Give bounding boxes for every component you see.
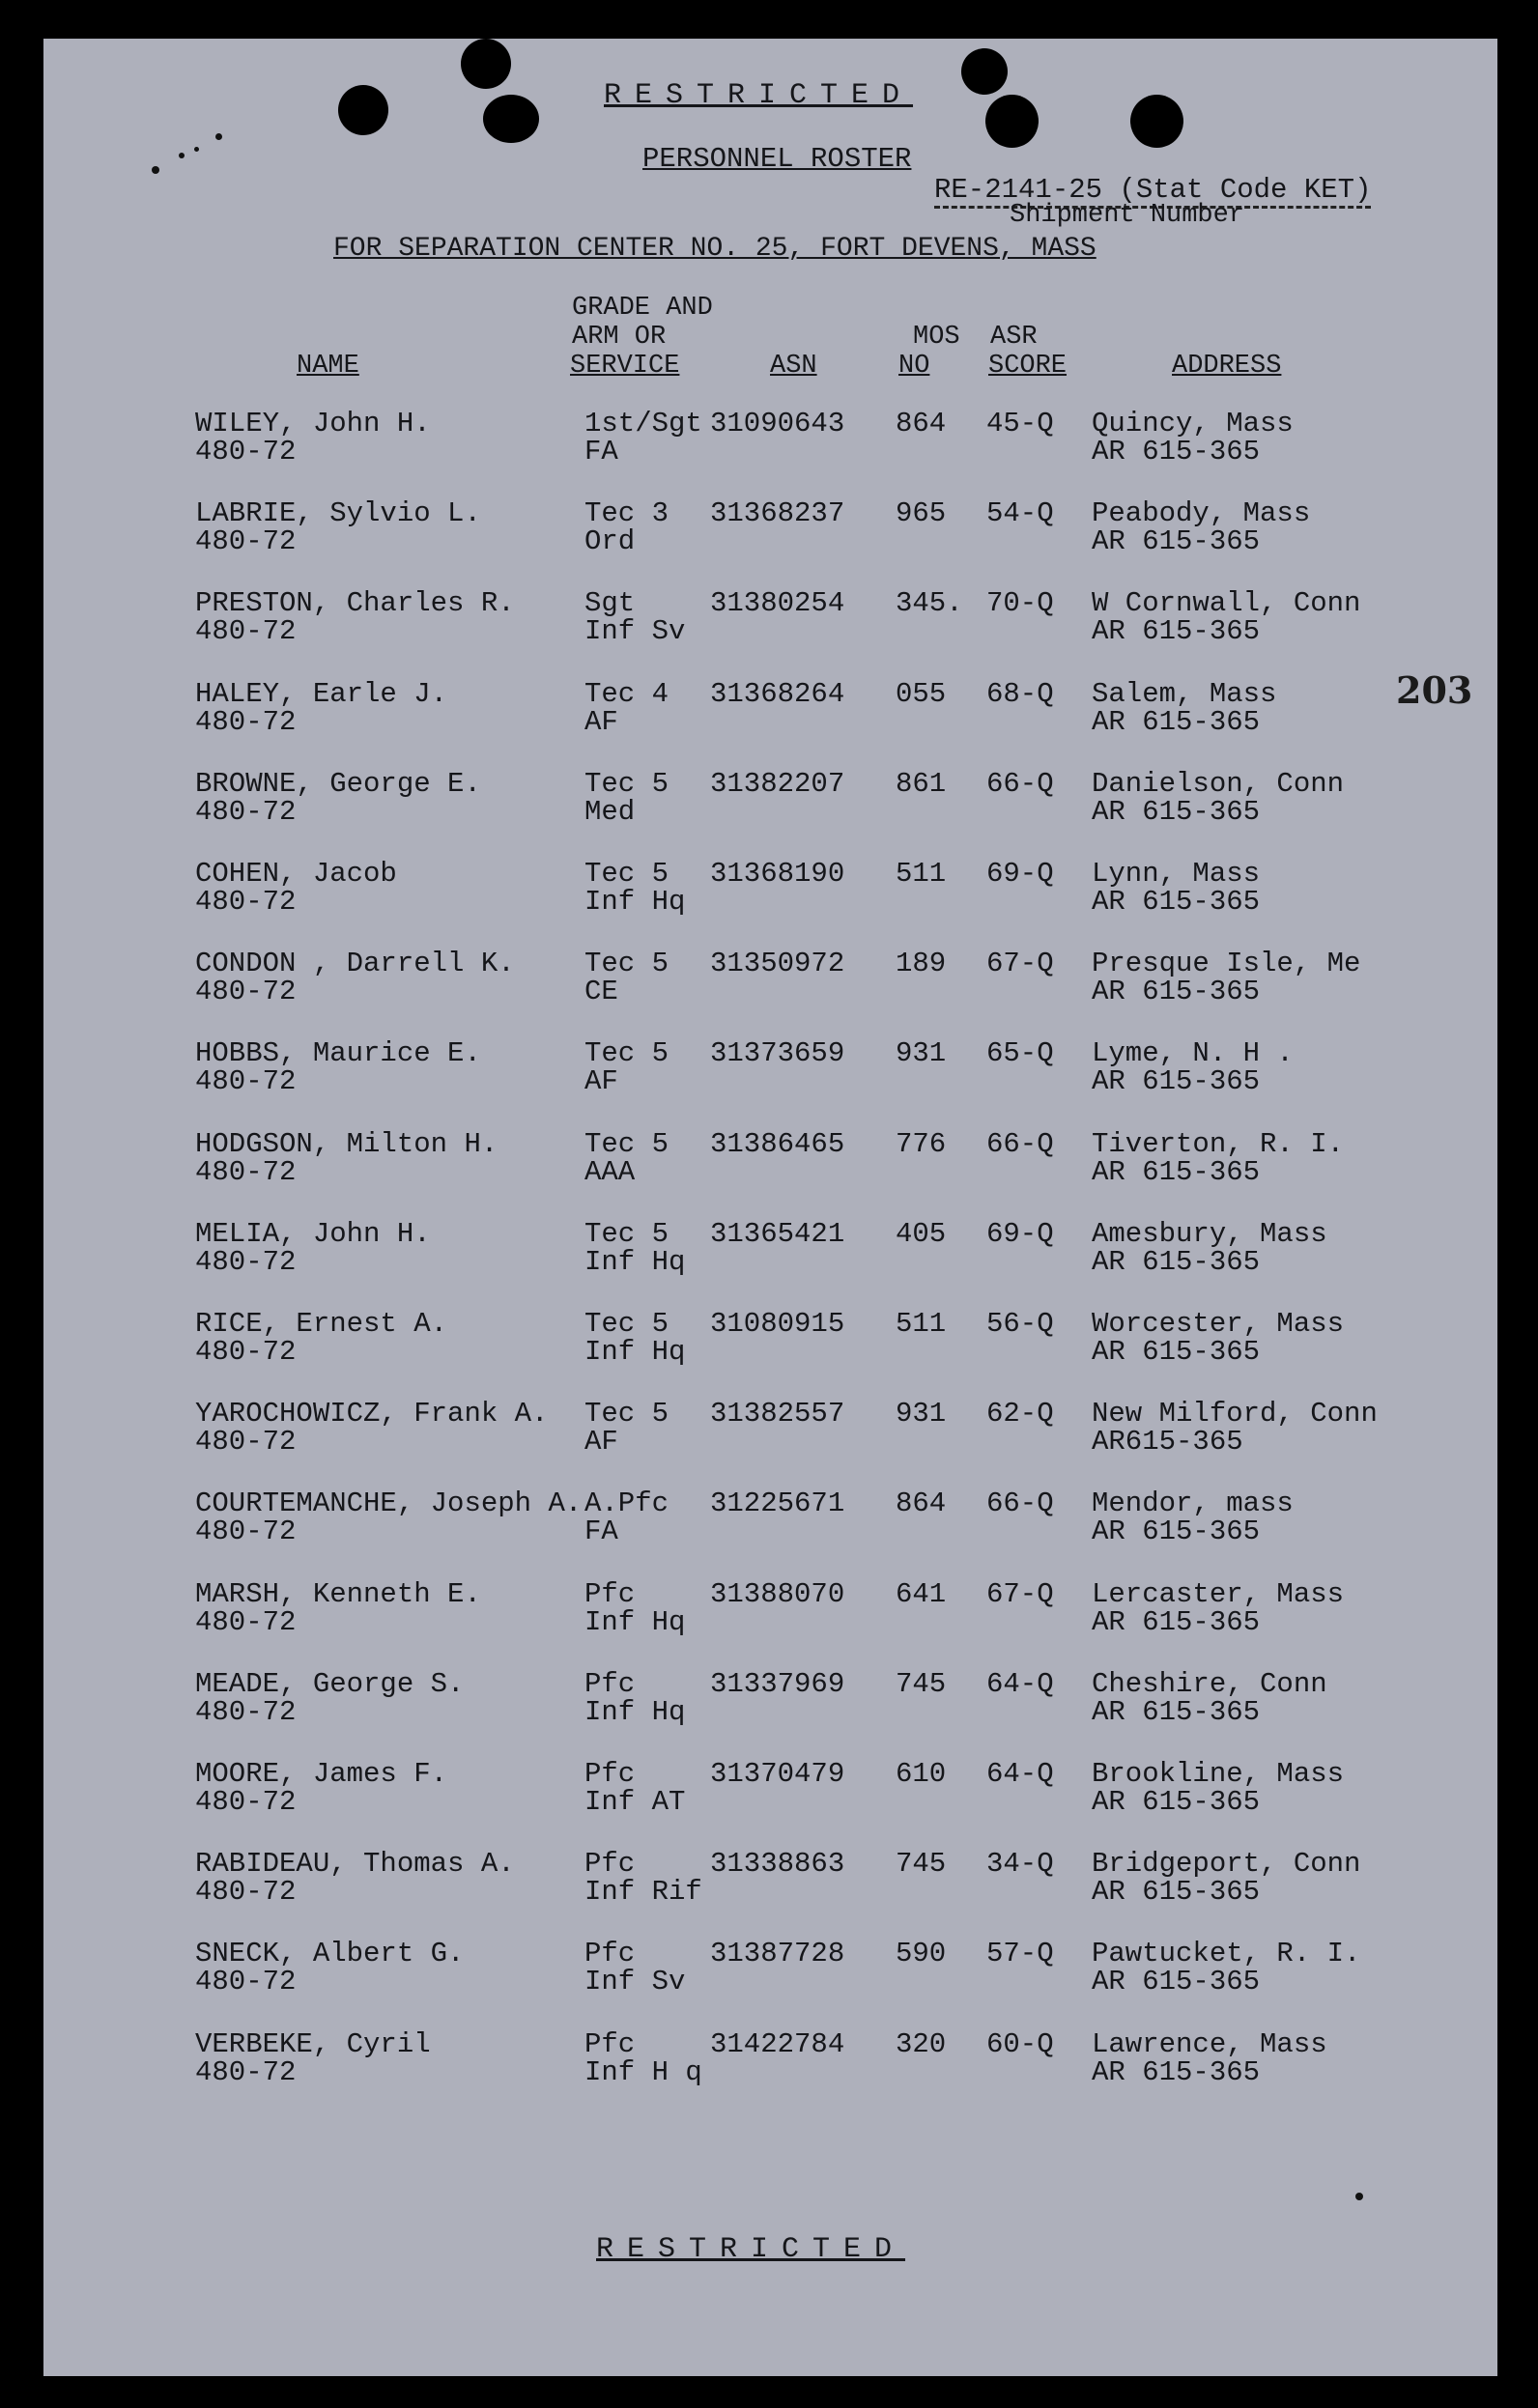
asr-score: 66-Q bbox=[986, 1487, 1054, 1520]
col-grade-1: GRADE AND bbox=[572, 294, 713, 323]
mos-number: 965 bbox=[896, 497, 947, 530]
unit-code: 480-72 bbox=[195, 886, 297, 918]
table-row bbox=[43, 1398, 1497, 1475]
person-name: MOORE, James F. bbox=[195, 1758, 448, 1790]
asr-score: 66-Q bbox=[986, 1127, 1054, 1160]
grade: Pfc bbox=[584, 1758, 636, 1790]
mos-number: 861 bbox=[896, 767, 947, 800]
table-row bbox=[43, 1308, 1497, 1385]
mos-number: 511 bbox=[896, 1308, 947, 1340]
regulation: AR 615-365 bbox=[1092, 1695, 1261, 1728]
asr-score: 70-Q bbox=[986, 587, 1054, 620]
asn: 31370479 bbox=[710, 1758, 845, 1790]
person-name: SNECK, Albert G. bbox=[195, 1938, 465, 1970]
unit-code: 480-72 bbox=[195, 1695, 297, 1728]
punch-hole bbox=[461, 39, 511, 89]
asn: 31387728 bbox=[710, 1938, 845, 1970]
unit-code: 480-72 bbox=[195, 1155, 297, 1188]
destination-line: FOR SEPARATION CENTER NO. 25, FORT DEVENS, MASS bbox=[333, 234, 1097, 264]
grade: Tec 4 bbox=[584, 677, 669, 710]
unit-code: 480-72 bbox=[195, 525, 297, 558]
arm-service: Inf Sv bbox=[584, 615, 686, 648]
col-asn: ASN bbox=[770, 352, 817, 381]
address: Quincy, Mass bbox=[1092, 408, 1294, 439]
address: Danielson, Conn bbox=[1092, 767, 1345, 800]
table-row bbox=[43, 408, 1497, 485]
mos-number: 776 bbox=[896, 1127, 947, 1160]
regulation: AR 615-365 bbox=[1092, 1786, 1261, 1818]
grade: Tec 5 bbox=[584, 948, 669, 980]
regulation: AR 615-365 bbox=[1092, 1516, 1261, 1548]
arm-service: Inf Hq bbox=[584, 1695, 686, 1728]
mos-number: 864 bbox=[896, 408, 947, 439]
grade: Pfc bbox=[584, 1577, 636, 1610]
col-name: NAME bbox=[297, 352, 359, 381]
table-row bbox=[43, 497, 1497, 575]
mos-number: 055 bbox=[896, 677, 947, 710]
asn: 31338863 bbox=[710, 1848, 845, 1881]
unit-code: 480-72 bbox=[195, 1786, 297, 1818]
person-name: HODGSON, Milton H. bbox=[195, 1127, 498, 1160]
person-name: VERBEKE, Cyril bbox=[195, 2027, 431, 2060]
regulation: AR 615-365 bbox=[1092, 1065, 1261, 1098]
person-name: YAROCHOWICZ, Frank A. bbox=[195, 1398, 549, 1431]
table-row bbox=[43, 678, 1497, 755]
person-name: LABRIE, Sylvio L. bbox=[195, 497, 481, 530]
person-name: COHEN, Jacob bbox=[195, 858, 397, 890]
person-name: PRESTON, Charles R. bbox=[195, 587, 515, 620]
asn: 31382207 bbox=[710, 767, 845, 800]
roster-title: PERSONNEL ROSTER bbox=[642, 143, 912, 175]
asn: 31368237 bbox=[710, 497, 845, 530]
asn: 31090643 bbox=[710, 408, 845, 439]
regulation: AR 615-365 bbox=[1092, 525, 1261, 558]
mos-number: 610 bbox=[896, 1758, 947, 1790]
asn: 31422784 bbox=[710, 2027, 845, 2060]
grade: Tec 5 bbox=[584, 1398, 669, 1431]
mos-number: 511 bbox=[896, 858, 947, 890]
roster-sheet bbox=[43, 39, 1497, 2376]
asr-score: 68-Q bbox=[986, 677, 1054, 710]
speck bbox=[152, 166, 159, 174]
arm-service: Inf Sv bbox=[584, 1966, 686, 1998]
table-row bbox=[43, 1578, 1497, 1656]
table-row bbox=[43, 858, 1497, 935]
col-grade-2: ARM OR bbox=[572, 323, 667, 352]
asr-score: 69-Q bbox=[986, 858, 1054, 890]
address: Pawtucket, R. I. bbox=[1092, 1938, 1361, 1970]
regulation: AR 615-365 bbox=[1092, 1245, 1261, 1278]
mos-number: 745 bbox=[896, 1848, 947, 1881]
mos-number: 189 bbox=[896, 948, 947, 980]
page-number: 203 bbox=[1396, 668, 1473, 712]
classification-top: RESTRICTED bbox=[604, 79, 914, 112]
asn: 31365421 bbox=[710, 1217, 845, 1250]
speck bbox=[215, 133, 222, 140]
unit-code: 480-72 bbox=[195, 1966, 297, 1998]
address: Lawrence, Mass bbox=[1092, 2027, 1327, 2060]
asn: 31350972 bbox=[710, 948, 845, 980]
table-row bbox=[43, 948, 1497, 1025]
unit-code: 480-72 bbox=[195, 2055, 297, 2088]
grade: Sgt bbox=[584, 587, 636, 620]
asr-score: 67-Q bbox=[986, 1577, 1054, 1610]
person-name: MELIA, John H. bbox=[195, 1217, 431, 1250]
classification-bottom: RESTRICTED bbox=[596, 2233, 906, 2266]
person-name: RABIDEAU, Thomas A. bbox=[195, 1848, 515, 1881]
unit-code: 480-72 bbox=[195, 436, 297, 467]
address: Brookline, Mass bbox=[1092, 1758, 1345, 1790]
regulation: AR615-365 bbox=[1092, 1426, 1243, 1459]
asn: 31225671 bbox=[710, 1487, 845, 1520]
address: Lyme, N. H . bbox=[1092, 1037, 1294, 1070]
punch-hole bbox=[338, 85, 388, 135]
mos-number: 320 bbox=[896, 2027, 947, 2060]
person-name: CONDON , Darrell K. bbox=[195, 948, 515, 980]
grade: Pfc bbox=[584, 2027, 636, 2060]
unit-code: 480-72 bbox=[195, 705, 297, 738]
arm-service: AF bbox=[584, 1426, 618, 1459]
asr-score: 64-Q bbox=[986, 1758, 1054, 1790]
arm-service: FA bbox=[584, 436, 618, 467]
asr-score: 62-Q bbox=[986, 1398, 1054, 1431]
unit-code: 480-72 bbox=[195, 1876, 297, 1909]
arm-service: FA bbox=[584, 1516, 618, 1548]
unit-code: 480-72 bbox=[195, 1516, 297, 1548]
col-grade-3: SERVICE bbox=[570, 352, 680, 381]
arm-service: CE bbox=[584, 976, 618, 1008]
speck bbox=[179, 153, 185, 158]
grade: Tec 5 bbox=[584, 858, 669, 890]
punch-hole bbox=[483, 95, 539, 143]
unit-code: 480-72 bbox=[195, 976, 297, 1008]
arm-service: Inf Hq bbox=[584, 1605, 686, 1638]
punch-hole bbox=[1130, 95, 1183, 148]
punch-hole bbox=[961, 48, 1008, 95]
address: Peabody, Mass bbox=[1092, 497, 1311, 530]
asn: 31382557 bbox=[710, 1398, 845, 1431]
asr-score: 67-Q bbox=[986, 948, 1054, 980]
person-name: COURTEMANCHE, Joseph A. bbox=[195, 1487, 583, 1520]
regulation: AR 615-365 bbox=[1092, 1605, 1261, 1638]
unit-code: 480-72 bbox=[195, 1245, 297, 1278]
arm-service: Inf H q bbox=[584, 2055, 702, 2088]
speck bbox=[1355, 2193, 1363, 2200]
mos-number: 864 bbox=[896, 1487, 947, 1520]
mos-number: 405 bbox=[896, 1217, 947, 1250]
asr-score: 45-Q bbox=[986, 408, 1054, 439]
grade: Tec 5 bbox=[584, 767, 669, 800]
address: Lercaster, Mass bbox=[1092, 1577, 1345, 1610]
punch-hole bbox=[985, 95, 1039, 148]
table-row bbox=[43, 1218, 1497, 1295]
table-row bbox=[43, 768, 1497, 845]
table-row bbox=[43, 587, 1497, 665]
table-row bbox=[43, 1487, 1497, 1565]
address: Mendor, mass bbox=[1092, 1487, 1294, 1520]
person-name: HALEY, Earle J. bbox=[195, 677, 448, 710]
person-name: WILEY, John H. bbox=[195, 408, 431, 439]
col-mos-1: MOS bbox=[913, 323, 960, 352]
arm-service: AAA bbox=[584, 1155, 636, 1188]
regulation: AR 615-365 bbox=[1092, 1155, 1261, 1188]
address: Bridgeport, Conn bbox=[1092, 1848, 1361, 1881]
mos-number: 345. bbox=[896, 587, 963, 620]
table-row bbox=[43, 2028, 1497, 2106]
address: Presque Isle, Me bbox=[1092, 948, 1361, 980]
arm-service: Inf Rif bbox=[584, 1876, 702, 1909]
col-asr-2: SCORE bbox=[988, 352, 1068, 381]
asr-score: 54-Q bbox=[986, 497, 1054, 530]
unit-code: 480-72 bbox=[195, 795, 297, 828]
asr-score: 56-Q bbox=[986, 1308, 1054, 1340]
unit-code: 480-72 bbox=[195, 1336, 297, 1368]
arm-service: Med bbox=[584, 795, 636, 828]
unit-code: 480-72 bbox=[195, 1065, 297, 1098]
regulation: AR 615-365 bbox=[1092, 615, 1261, 648]
mos-number: 641 bbox=[896, 1577, 947, 1610]
table-row bbox=[43, 1938, 1497, 2015]
grade: Tec 5 bbox=[584, 1037, 669, 1070]
arm-service: Ord bbox=[584, 525, 636, 558]
regulation: AR 615-365 bbox=[1092, 795, 1261, 828]
unit-code: 480-72 bbox=[195, 615, 297, 648]
grade: Tec 5 bbox=[584, 1308, 669, 1340]
grade: A.Pfc bbox=[584, 1487, 669, 1520]
arm-service: Inf Hq bbox=[584, 1336, 686, 1368]
address: W Cornwall, Conn bbox=[1092, 587, 1361, 620]
person-name: RICE, Ernest A. bbox=[195, 1308, 448, 1340]
asr-score: 65-Q bbox=[986, 1037, 1054, 1070]
asr-score: 69-Q bbox=[986, 1217, 1054, 1250]
asn: 31080915 bbox=[710, 1308, 845, 1340]
person-name: MEADE, George S. bbox=[195, 1667, 465, 1700]
regulation: AR 615-365 bbox=[1092, 2055, 1261, 2088]
grade: 1st/Sgt bbox=[584, 408, 702, 439]
mos-number: 931 bbox=[896, 1398, 947, 1431]
regulation: AR 615-365 bbox=[1092, 436, 1261, 467]
col-mos-2: NO bbox=[898, 352, 930, 381]
regulation: AR 615-365 bbox=[1092, 705, 1261, 738]
address: Cheshire, Conn bbox=[1092, 1667, 1327, 1700]
address: Salem, Mass bbox=[1092, 677, 1277, 710]
address: New Milford, Conn bbox=[1092, 1398, 1378, 1431]
mos-number: 745 bbox=[896, 1667, 947, 1700]
asn: 31380254 bbox=[710, 587, 845, 620]
regulation: AR 615-365 bbox=[1092, 886, 1261, 918]
asn: 31386465 bbox=[710, 1127, 845, 1160]
speck bbox=[194, 147, 199, 152]
asn: 31373659 bbox=[710, 1037, 845, 1070]
shipment-code: RE-2141-25 (Stat Code KET) bbox=[934, 174, 1371, 209]
col-asr-1: ASR bbox=[990, 323, 1038, 352]
address: Worcester, Mass bbox=[1092, 1308, 1345, 1340]
asr-score: 34-Q bbox=[986, 1848, 1054, 1881]
grade: Tec 3 bbox=[584, 497, 669, 530]
asn: 31368190 bbox=[710, 858, 845, 890]
mos-number: 931 bbox=[896, 1037, 947, 1070]
col-address: ADDRESS bbox=[1172, 352, 1282, 381]
asn: 31388070 bbox=[710, 1577, 845, 1610]
grade: Pfc bbox=[584, 1938, 636, 1970]
mos-number: 590 bbox=[896, 1938, 947, 1970]
regulation: AR 615-365 bbox=[1092, 1966, 1261, 1998]
table-row bbox=[43, 1758, 1497, 1835]
address: Tiverton, R. I. bbox=[1092, 1127, 1345, 1160]
asr-score: 64-Q bbox=[986, 1667, 1054, 1700]
table-row bbox=[43, 1128, 1497, 1205]
regulation: AR 615-365 bbox=[1092, 976, 1261, 1008]
asn: 31368264 bbox=[710, 677, 845, 710]
asr-score: 60-Q bbox=[986, 2027, 1054, 2060]
grade: Tec 5 bbox=[584, 1217, 669, 1250]
address: Lynn, Mass bbox=[1092, 858, 1261, 890]
person-name: HOBBS, Maurice E. bbox=[195, 1037, 481, 1070]
address: Amesbury, Mass bbox=[1092, 1217, 1327, 1250]
grade: Pfc bbox=[584, 1667, 636, 1700]
arm-service: Inf AT bbox=[584, 1786, 686, 1818]
person-name: BROWNE, George E. bbox=[195, 767, 481, 800]
arm-service: Inf Hq bbox=[584, 886, 686, 918]
regulation: AR 615-365 bbox=[1092, 1876, 1261, 1909]
grade: Pfc bbox=[584, 1848, 636, 1881]
table-row bbox=[43, 1037, 1497, 1115]
arm-service: Inf Hq bbox=[584, 1245, 686, 1278]
shipment-label: Shipment Number bbox=[1010, 201, 1245, 230]
table-row bbox=[43, 1668, 1497, 1745]
asr-score: 66-Q bbox=[986, 767, 1054, 800]
regulation: AR 615-365 bbox=[1092, 1336, 1261, 1368]
person-name: MARSH, Kenneth E. bbox=[195, 1577, 481, 1610]
asn: 31337969 bbox=[710, 1667, 845, 1700]
unit-code: 480-72 bbox=[195, 1426, 297, 1459]
arm-service: AF bbox=[584, 705, 618, 738]
asr-score: 57-Q bbox=[986, 1938, 1054, 1970]
grade: Tec 5 bbox=[584, 1127, 669, 1160]
unit-code: 480-72 bbox=[195, 1605, 297, 1638]
table-row bbox=[43, 1848, 1497, 1925]
arm-service: AF bbox=[584, 1065, 618, 1098]
